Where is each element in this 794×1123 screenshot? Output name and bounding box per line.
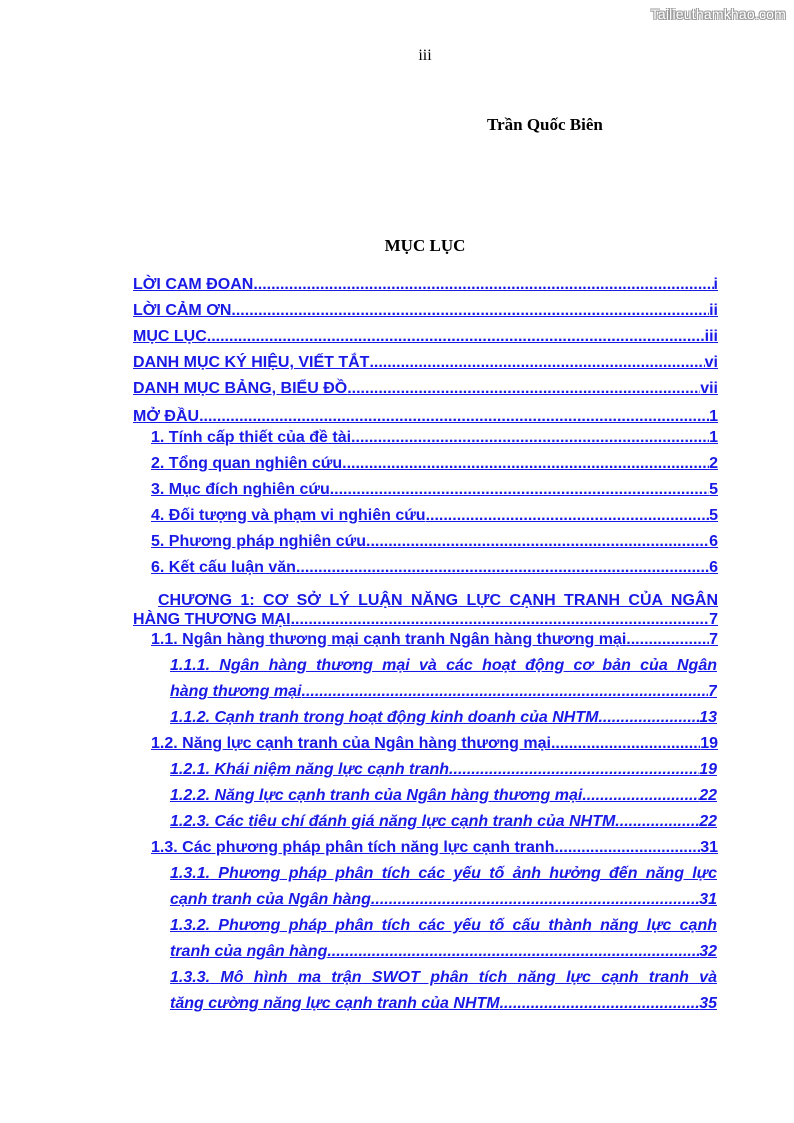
toc-entry-intro-6[interactable]: [151, 555, 718, 581]
toc-entry-page: 7: [709, 631, 718, 648]
toc-entry-page: 7: [708, 683, 717, 700]
toc-entry-label: 1.1.2. Cạnh tranh trong hoạt động kinh doanh của NHTM: [170, 709, 599, 726]
toc-entry-bang-bieu[interactable]: [133, 376, 718, 402]
toc-entry-label: 3. Mục đích nghiên cứu: [151, 481, 330, 498]
toc-entry-page: 31: [699, 891, 717, 908]
toc-entry-page: ii: [709, 302, 718, 319]
toc-entry-page: 32: [699, 943, 717, 960]
toc-entry-1-2-2[interactable]: [170, 783, 717, 809]
toc-entry-1-3-2-line1[interactable]: 1.3.2. Phương pháp phân tích các yếu tố cấu thành năng lực cạnh: [170, 917, 717, 934]
toc-entry-page: 19: [699, 761, 717, 778]
toc-entry-label: 6. Kết cấu luận văn: [151, 559, 296, 576]
toc-entry-page: 7: [709, 611, 718, 628]
author-name: Trần Quốc Biên: [487, 115, 603, 134]
toc-entry-ky-hieu[interactable]: [133, 350, 718, 376]
toc-entry-page: vi: [704, 354, 718, 371]
toc-entry-page: 1: [709, 408, 718, 425]
watermark: Tailieuthamkhao.com: [650, 6, 786, 22]
toc-entry-page: 6: [709, 559, 718, 576]
toc-entry-chapter-1-line1[interactable]: CHƯƠNG 1: CƠ SỞ LÝ LUẬN NĂNG LỰC CẠNH TRANH CỦA NGÂN: [158, 592, 718, 609]
toc-entry-intro-2[interactable]: [151, 451, 718, 477]
toc-entry-page: 5: [709, 481, 718, 498]
toc-entry-page: 6: [709, 533, 718, 550]
toc-entry-label: MỤC LỤC: [133, 328, 207, 345]
toc-entry-page: 31: [700, 839, 718, 856]
toc-entry-label: hàng thương mại: [170, 683, 302, 700]
toc-entry-1-1-1[interactable]: [170, 679, 717, 705]
toc-entry-page: i: [713, 276, 718, 293]
toc-entry-label: 1.3. Các phương pháp phân tích năng lực cạnh tranh: [151, 839, 555, 856]
toc-entry-label: tranh của ngân hàng: [170, 943, 328, 960]
toc-entry-intro-5[interactable]: [151, 529, 718, 555]
toc-heading: MỤC LỤC: [384, 236, 466, 255]
toc-entry-label: LỜI CẢM ƠN: [133, 302, 232, 319]
toc-entry-page: 13: [699, 709, 717, 726]
toc-entry-label: LỜI CAM ĐOAN: [133, 276, 254, 293]
toc-entry-intro-4[interactable]: [151, 503, 718, 529]
toc-entry-page: 19: [700, 735, 718, 752]
toc-entry-page: 5: [709, 507, 718, 524]
toc-entry-1-1[interactable]: [151, 627, 718, 653]
toc-entry-label: 2. Tổng quan nghiên cứu: [151, 455, 343, 472]
page-number: iii: [418, 47, 432, 64]
toc-entry-1-3-1-line1[interactable]: 1.3.1. Phương pháp phân tích các yếu tố ảnh hưởng đến năng lực: [170, 865, 717, 882]
toc-entry-1-1-2[interactable]: [170, 705, 717, 731]
toc-entry-1-2-3[interactable]: [170, 809, 717, 835]
toc-entry-label: DANH MỤC BẢNG, BIỂU ĐỒ: [133, 380, 348, 397]
toc-entry-1-1-1-line1[interactable]: 1.1.1. Ngân hàng thương mại và các hoạt động cơ bản của Ngân: [170, 657, 717, 674]
toc-entry-label: tăng cường năng lực cạnh tranh của NHTM: [170, 995, 500, 1012]
toc-entry-page: 1: [709, 429, 718, 446]
toc-entry-page: iii: [704, 328, 718, 345]
toc-entry-1-3-3[interactable]: [170, 991, 717, 1017]
toc-entry-page: 22: [699, 813, 717, 830]
toc-entry-loi-cam-doan[interactable]: [133, 272, 718, 298]
toc-entry-page: 2: [709, 455, 718, 472]
toc-entry-intro-1[interactable]: [151, 425, 718, 451]
toc-entry-label: cạnh tranh của Ngân hàng: [170, 891, 371, 908]
toc-entry-label: 1.2.1. Khái niệm năng lực cạnh tranh: [170, 761, 450, 778]
toc-entry-1-2-1[interactable]: [170, 757, 717, 783]
toc-entry-page: 22: [699, 787, 717, 804]
toc-entry-label: 4. Đối tượng và phạm vi nghiên cứu: [151, 507, 426, 524]
toc-entry-label: 1.2.3. Các tiêu chí đánh giá năng lực cạnh tranh của NHTM: [170, 813, 616, 830]
toc-entry-1-3-2[interactable]: [170, 939, 717, 965]
toc-entry-1-3-1[interactable]: [170, 887, 717, 913]
toc-entry-1-3-3-line1[interactable]: 1.3.3. Mô hình ma trận SWOT phân tích năng lực cạnh tranh và: [170, 969, 717, 986]
toc-entry-label: 1. Tính cấp thiết của đề tài: [151, 429, 352, 446]
toc-entry-label: DANH MỤC KÝ HIỆU, VIẾT TẮT: [133, 354, 370, 371]
toc-entry-label: 1.1. Ngân hàng thương mại cạnh tranh Ngân hàng thương mại: [151, 631, 627, 648]
toc-entry-page: 35: [699, 995, 717, 1012]
toc-entry-label: 1.2. Năng lực cạnh tranh của Ngân hàng thương mại: [151, 735, 551, 752]
toc-entry-loi-cam-on[interactable]: [133, 298, 718, 324]
toc-entry-label: MỞ ĐẦU: [133, 408, 200, 425]
toc-entry-label: 5. Phương pháp nghiên cứu: [151, 533, 366, 550]
toc-entry-label: HÀNG THƯƠNG MẠI: [133, 611, 291, 628]
toc-entry-page: vii: [700, 380, 718, 397]
toc-entry-1-2[interactable]: [151, 731, 718, 757]
toc-entry-muc-luc[interactable]: [133, 324, 718, 350]
toc-entry-intro-3[interactable]: [151, 477, 718, 503]
toc-entry-label: 1.2.2. Năng lực cạnh tranh của Ngân hàng thương mại: [170, 787, 583, 804]
toc-entry-1-3[interactable]: [151, 835, 718, 861]
